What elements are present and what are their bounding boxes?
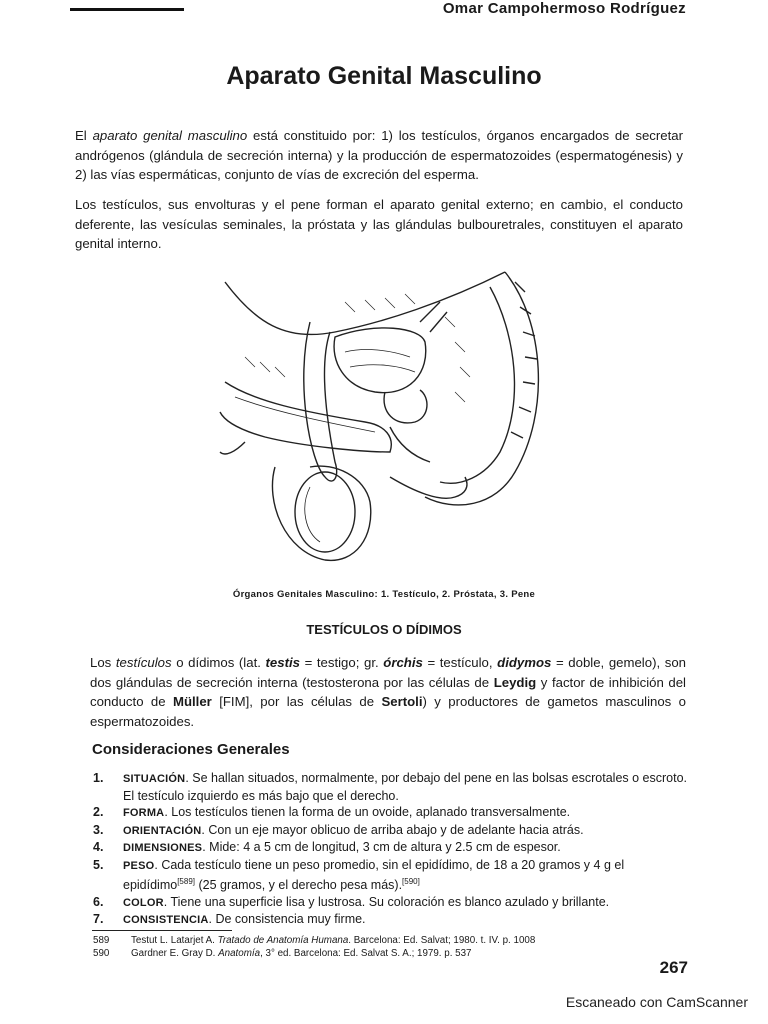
- list-item: 3. ORIENTACIÓN. Con un eje mayor oblicuo de arriba abajo y de adelante hacia atrás.: [93, 822, 584, 837]
- page-number: 267: [659, 958, 688, 977]
- considerations-list: [93, 770, 693, 929]
- footnote: 590 Gardner E. Gray D. Anatomía, 3° ed. Barcelona: Ed. Salvat S. A.; 1979. p. 537: [93, 948, 472, 959]
- testicles-paragraph: Los testículos o dídimos (lat. testis = testigo; gr. órchis = testículo, didymos = doble, gemelo), son dos glándulas de secreción interna (testosterona por las células de Leydig y factor de inhibición del conducto de Müller [FIM], por las células de Sertoli) y productores de gametos masculinos o espermatozoides.: [90, 655, 686, 729]
- list-item: 1. SITUACIÓN. Se hallan situados, normalmente, por debajo del pene en las bolsas escrotales o escroto. El testículo izquierdo es más bajo que el derecho.: [93, 771, 688, 803]
- list-item: 7. CONSISTENCIA. De consistencia muy firme.: [93, 912, 366, 927]
- considerations-heading: Consideraciones Generales: [92, 741, 290, 758]
- intro-paragraph-1: El aparato genital masculino está constituido por: 1) los testículos, órganos encargados de secretar andrógenos (glándula de secreción interna) y la producción de espermatozoides (espermatogénesis) y 2) las vías espermáticas, conjunto de vías de excreción del esperma.: [75, 128, 684, 182]
- footnote-rule: [92, 930, 232, 931]
- section-title: TESTÍCULOS O DÍDIMOS: [306, 622, 462, 637]
- list-item: 4. DIMENSIONES. Mide: 4 a 5 cm de longitud, 3 cm de altura y 2.5 cm de espesor.: [93, 840, 561, 854]
- header-rule: [70, 8, 184, 11]
- page-title: Aparato Genital Masculino: [226, 62, 542, 90]
- figure-caption: Órganos Genitales Masculino: 1. Testículo, 2. Próstata, 3. Pene: [232, 589, 536, 600]
- author-name: Omar Campohermoso Rodríguez: [442, 0, 686, 17]
- footnotes: [93, 934, 535, 960]
- intro-paragraph-2: Los testículos, sus envolturas y el pene forman el aparato genital externo; en cambio, el conducto deferente, las vesículas seminales, la próstata y las glándulas bulbouretrales, constituyen el aparato genital interno.: [75, 197, 683, 251]
- anatomy-illustration: [215, 262, 550, 572]
- footnote: 589 Testut L. Latarjet A. Tratado de Anatomía Humana. Barcelona: Ed. Salvat; 1980. t. IV. p. 1008: [93, 935, 536, 946]
- list-item: 2. FORMA. Los testículos tienen la forma de un ovoide, aplanado transversalmente.: [93, 805, 571, 819]
- list-item: 6. COLOR. Tiene una superficie lisa y lustrosa. Su coloración es blanco azulado y brillante.: [93, 894, 610, 909]
- scanner-watermark: Escaneado con CamScanner: [565, 994, 748, 1010]
- list-item: 5. PESO. Cada testículo tiene un peso promedio, sin el epidídimo, de 18 a 20 gramos y 4 g el epidídimo[589] (25 gramos, y el derecho pesa más).[590]: [93, 857, 625, 893]
